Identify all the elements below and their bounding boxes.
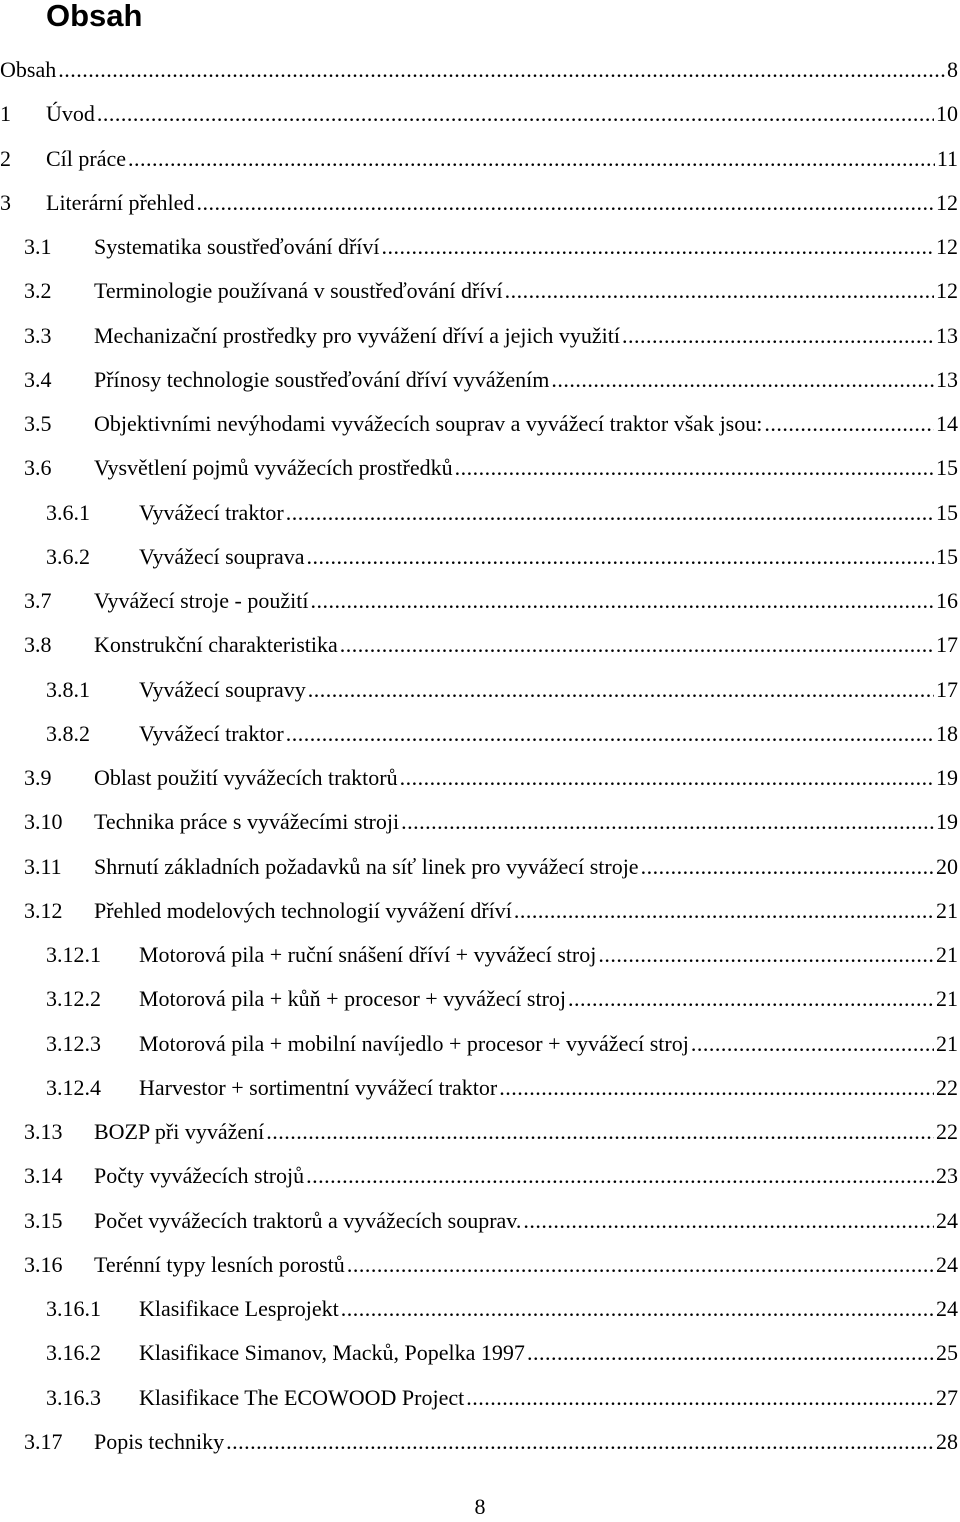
toc-entry-title: Vyvážecí souprava <box>139 543 305 569</box>
toc-entry-title: Literární přehled <box>46 189 195 215</box>
toc-entry-number: 3.4 <box>24 366 52 392</box>
toc-dot-leader <box>286 498 934 528</box>
toc-entry-number: 3.16.2 <box>46 1340 101 1366</box>
toc-dot-leader <box>466 1383 934 1413</box>
toc-entry[interactable] <box>0 845 960 889</box>
toc-dot-leader <box>306 1161 934 1191</box>
toc-entry-page: 21 <box>936 897 958 923</box>
toc-entry-number: 3.9 <box>24 765 52 791</box>
toc-entry-title: Shrnutí základních požadavků na síť linek pro vyvážecí stroje <box>94 853 639 879</box>
toc-entry-title: Vyvážecí soupravy <box>139 676 306 702</box>
toc-entry-title: Úvod <box>46 101 95 127</box>
toc-entry-page: 15 <box>936 499 958 525</box>
toc-entry-number: 3.17 <box>24 1428 63 1454</box>
toc-entry-page: 13 <box>936 366 958 392</box>
toc-entry-title: Terminologie používaná v soustřeďování dříví <box>94 278 503 304</box>
toc-entry-number: 3.2 <box>24 278 52 304</box>
toc-entry-page: 16 <box>936 588 958 614</box>
toc-entry-number: 3 <box>0 189 11 215</box>
toc-dot-leader <box>340 630 934 660</box>
toc-entry-page: 12 <box>936 278 958 304</box>
toc-entry-page: 14 <box>936 411 958 437</box>
toc-dot-leader <box>128 144 935 174</box>
toc-entry[interactable] <box>0 314 960 358</box>
toc-entry[interactable] <box>0 269 960 313</box>
toc-entry-number: 3.8.1 <box>46 676 90 702</box>
toc-dot-leader <box>347 1250 934 1280</box>
toc-entry[interactable] <box>0 402 960 446</box>
toc-entry[interactable] <box>0 181 960 225</box>
toc-entry-number: 3.8 <box>24 632 52 658</box>
toc-entry-number: 3.12.1 <box>46 942 101 968</box>
toc-entry[interactable] <box>0 668 960 712</box>
toc-entry-page: 17 <box>936 632 958 658</box>
toc-entry[interactable] <box>0 712 960 756</box>
toc-entry-page: 15 <box>936 543 958 569</box>
toc-entry[interactable] <box>0 1110 960 1154</box>
toc-entry-title: BOZP při vyvážení <box>94 1119 265 1145</box>
toc-entry[interactable] <box>0 137 960 181</box>
toc-entry[interactable] <box>0 1331 960 1375</box>
toc-entry-number: 3.12.4 <box>46 1074 101 1100</box>
toc-entry-number: 3.16.3 <box>46 1384 101 1410</box>
toc-entry[interactable] <box>0 1199 960 1243</box>
toc-dot-leader <box>527 1338 934 1368</box>
toc-entry-page: 13 <box>936 322 958 348</box>
toc-entry-title: Počty vyvážecích strojů <box>94 1163 305 1189</box>
toc-dot-leader <box>196 188 934 218</box>
toc-entry-number: 3.15 <box>24 1207 63 1233</box>
toc-entry[interactable] <box>0 1243 960 1287</box>
toc-dot-leader <box>568 984 934 1014</box>
toc-entry[interactable] <box>0 535 960 579</box>
toc-dot-leader <box>505 276 934 306</box>
toc-entry-title: Klasifikace Lesprojekt <box>139 1296 339 1322</box>
toc-entry-number: 3.7 <box>24 588 52 614</box>
toc-entry-number: 3.16 <box>24 1251 63 1277</box>
toc-entry-page: 18 <box>936 720 958 746</box>
toc-dot-leader <box>382 232 934 262</box>
toc-entry-number: 3.6.2 <box>46 543 90 569</box>
toc-entry-page: 25 <box>936 1340 958 1366</box>
toc-entry-page: 24 <box>936 1207 958 1233</box>
toc-entry-title: Počet vyvážecích traktorů a vyvážecích souprav. <box>94 1207 522 1233</box>
toc-entry-title: Technika práce s vyvážecími stroji <box>94 809 400 835</box>
toc-entry-title: Popis techniky <box>94 1428 225 1454</box>
toc-entry-title: Obsah <box>0 57 57 83</box>
toc-entry-page: 19 <box>936 765 958 791</box>
toc-entry-page: 15 <box>936 455 958 481</box>
toc-entry-title: Cíl práce <box>46 145 127 171</box>
toc-entry-page: 22 <box>936 1074 958 1100</box>
toc-dot-leader <box>310 586 934 616</box>
toc-entry[interactable] <box>0 889 960 933</box>
toc-entry-number: 3.5 <box>24 411 52 437</box>
toc-entry-page: 8 <box>947 57 958 83</box>
toc-entry-title: Motorová pila + kůň + procesor + vyvážecí stroj <box>139 986 567 1012</box>
toc-entry-title: Klasifikace Simanov, Macků, Popelka 1997 <box>139 1340 525 1366</box>
toc-dot-leader <box>401 807 934 837</box>
toc-dot-leader <box>455 453 934 483</box>
toc-dot-leader <box>226 1427 934 1457</box>
toc-entry-number: 3.14 <box>24 1163 63 1189</box>
toc-dot-leader <box>286 719 934 749</box>
toc-entry[interactable] <box>0 225 960 269</box>
toc-entry[interactable] <box>0 1287 960 1331</box>
toc-entry-number: 2 <box>0 145 11 171</box>
toc-entry-title: Vysvětlení pojmů vyvážecích prostředků <box>94 455 453 481</box>
toc-dot-leader <box>499 1073 934 1103</box>
toc-entry-page: 11 <box>936 145 958 171</box>
toc-entry-title: Systematika soustřeďování dříví <box>94 234 380 260</box>
table-of-contents <box>0 48 960 1464</box>
toc-entry-title: Mechanizační prostředky pro vyvážení dříví a jejich využití <box>94 322 620 348</box>
toc-entry-title: Vyvážecí traktor <box>139 720 284 746</box>
page-title: Obsah <box>46 0 143 33</box>
toc-entry[interactable] <box>0 756 960 800</box>
toc-entry-title: Vyvážecí traktor <box>139 499 284 525</box>
toc-dot-leader <box>266 1117 934 1147</box>
page-number: 8 <box>474 1494 486 1519</box>
toc-entry-title: Vyvážecí stroje - použití <box>94 588 309 614</box>
toc-entry-page: 12 <box>936 234 958 260</box>
toc-entry-page: 28 <box>936 1428 958 1454</box>
toc-entry[interactable] <box>0 48 960 92</box>
toc-entry[interactable] <box>0 1376 960 1420</box>
toc-entry[interactable] <box>0 977 960 1021</box>
toc-dot-leader <box>58 55 945 85</box>
toc-entry-title: Objektivními nevýhodami vyvážecích souprav a vyvážecí traktor však jsou: <box>94 411 763 437</box>
toc-entry[interactable] <box>0 1022 960 1066</box>
toc-entry-title: Terénní typy lesních porostů <box>94 1251 345 1277</box>
toc-dot-leader <box>523 1206 934 1236</box>
toc-dot-leader <box>307 542 934 572</box>
toc-entry-number: 3.8.2 <box>46 720 90 746</box>
toc-dot-leader <box>691 1029 934 1059</box>
toc-entry[interactable] <box>0 446 960 490</box>
toc-entry-title: Konstrukční charakteristika <box>94 632 338 658</box>
toc-entry-number: 3.11 <box>24 853 62 879</box>
toc-entry-page: 12 <box>936 189 958 215</box>
toc-entry-number: 3.16.1 <box>46 1296 101 1322</box>
toc-entry[interactable] <box>0 579 960 623</box>
toc-entry-page: 20 <box>936 853 958 879</box>
toc-entry-page: 23 <box>936 1163 958 1189</box>
toc-dot-leader <box>400 763 934 793</box>
toc-entry-number: 3.6.1 <box>46 499 90 525</box>
toc-dot-leader <box>598 940 934 970</box>
toc-entry-page: 21 <box>936 1030 958 1056</box>
toc-entry[interactable] <box>0 1066 960 1110</box>
toc-entry-title: Klasifikace The ECOWOOD Project <box>139 1384 465 1410</box>
toc-entry-number: 1 <box>0 101 11 127</box>
toc-entry-page: 22 <box>936 1119 958 1145</box>
toc-entry-title: Přínosy technologie soustřeďování dříví vyvážením <box>94 366 550 392</box>
toc-entry[interactable] <box>0 800 960 844</box>
toc-entry[interactable] <box>0 1154 960 1198</box>
toc-entry-title: Přehled modelových technologií vyvážení dříví <box>94 897 512 923</box>
toc-entry[interactable] <box>0 623 960 667</box>
toc-dot-leader <box>308 675 934 705</box>
toc-entry-number: 3.6 <box>24 455 52 481</box>
toc-dot-leader <box>622 321 934 351</box>
toc-dot-leader <box>764 409 934 439</box>
toc-entry[interactable] <box>0 491 960 535</box>
toc-entry-number: 3.13 <box>24 1119 63 1145</box>
toc-entry-page: 19 <box>936 809 958 835</box>
toc-dot-leader <box>514 896 934 926</box>
toc-dot-leader <box>641 852 934 882</box>
toc-entry-page: 17 <box>936 676 958 702</box>
toc-entry-page: 21 <box>936 942 958 968</box>
toc-dot-leader <box>341 1294 934 1324</box>
toc-entry-number: 3.12.2 <box>46 986 101 1012</box>
toc-entry[interactable] <box>0 92 960 136</box>
toc-entry-number: 3.12 <box>24 897 63 923</box>
toc-entry-title: Harvestor + sortimentní vyvážecí traktor <box>139 1074 498 1100</box>
toc-entry-number: 3.10 <box>24 809 63 835</box>
toc-entry[interactable] <box>0 1420 960 1464</box>
toc-dot-leader <box>97 99 934 129</box>
toc-entry-page: 10 <box>936 101 958 127</box>
toc-entry-title: Oblast použití vyvážecích traktorů <box>94 765 398 791</box>
toc-dot-leader <box>551 365 934 395</box>
toc-entry[interactable] <box>0 358 960 402</box>
toc-entry-title: Motorová pila + mobilní navíjedlo + procesor + vyvážecí stroj <box>139 1030 689 1056</box>
toc-entry-title: Motorová pila + ruční snášení dříví + vyvážecí stroj <box>139 942 597 968</box>
toc-entry-page: 21 <box>936 986 958 1012</box>
toc-entry-number: 3.3 <box>24 322 52 348</box>
toc-entry-page: 24 <box>936 1251 958 1277</box>
toc-entry-page: 24 <box>936 1296 958 1322</box>
toc-entry-number: 3.12.3 <box>46 1030 101 1056</box>
toc-entry-page: 27 <box>936 1384 958 1410</box>
toc-entry[interactable] <box>0 933 960 977</box>
toc-entry-number: 3.1 <box>24 234 52 260</box>
